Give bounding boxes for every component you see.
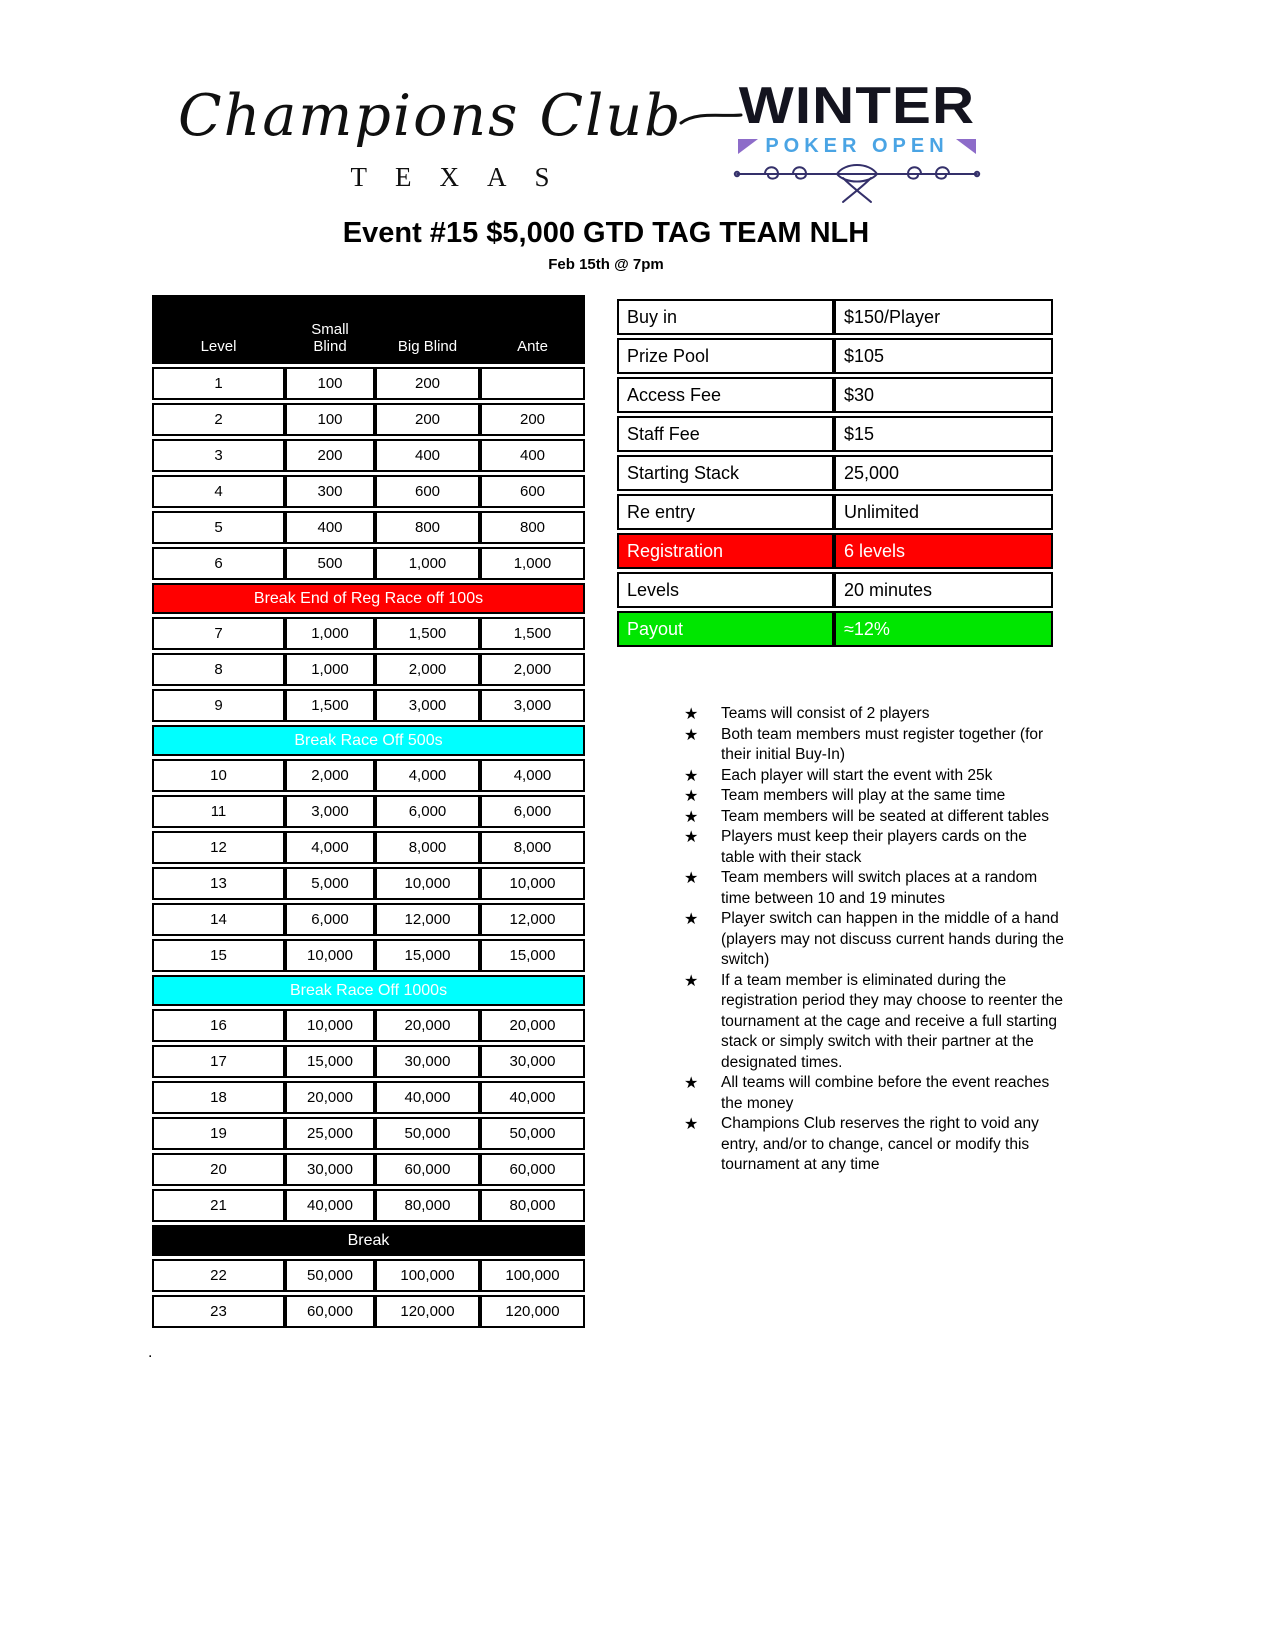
info-label: Re entry [617,494,834,530]
big-blind-cell: 3,000 [375,689,480,722]
event-title: Event #15 $5,000 GTD TAG TEAM NLH [342,217,870,249]
level-row [152,403,585,436]
info-label: Buy in [617,299,834,335]
level-row [152,1153,585,1186]
champions-club-script-row [178,84,722,150]
small-blind-cell: 1,000 [285,653,375,686]
rule-text: If a team member is eliminated during the registration period they may choose to reenter the tournament at the cage and receive a full starting stack or simply switch with their partner at the designated times. [721,971,1064,1071]
level-cell: 5 [152,511,285,544]
info-value: 20 minutes [834,572,1053,608]
ante-cell: 200 [480,403,585,436]
ante-cell [480,367,585,400]
star-bullet-icon: ★ [684,765,699,785]
info-value: 6 levels [834,533,1053,569]
ante-cell: 10,000 [480,867,585,900]
big-blind-cell: 40,000 [375,1081,480,1114]
ante-cell: 800 [480,511,585,544]
rule-item [684,1114,1064,1176]
level-cell: 11 [152,795,285,828]
star-bullet-icon: ★ [684,806,699,826]
info-row [617,455,1053,491]
level-row [152,547,585,580]
star-bullet-icon: ★ [684,868,699,887]
small-blind-cell: 10,000 [285,1009,375,1042]
big-blind-cell: 400 [375,439,480,472]
level-cell: 12 [152,831,285,864]
small-blind-cell: 3,000 [285,795,375,828]
small-blind-cell: 400 [285,511,375,544]
small-blind-cell: 10,000 [285,939,375,972]
ante-cell: 6,000 [480,795,585,828]
level-cell: 8 [152,653,285,686]
rule-text: Team members will be seated at different tables [721,807,1049,825]
rule-item [684,868,1064,909]
big-blind-cell: 12,000 [375,903,480,936]
ante-cell: 3,000 [480,689,585,722]
poker-open-row [720,135,994,158]
info-label: Levels [617,572,834,608]
small-blind-cell: 500 [285,547,375,580]
level-cell: 7 [152,617,285,650]
ante-cell: 120,000 [480,1295,585,1328]
level-row [152,653,585,686]
small-blind-cell: 30,000 [285,1153,375,1186]
star-bullet-icon: ★ [684,909,699,928]
rule-item [684,725,1064,766]
rule-text: Both team members must register together (for their initial Buy-In) [721,725,1044,763]
small-blind-cell: 40,000 [285,1189,375,1222]
ante-cell: 20,000 [480,1009,585,1042]
level-row [152,759,585,792]
blinds-col-header: Ante [480,295,585,364]
stray-period-text: . [148,1344,153,1361]
star-bullet-icon: ★ [684,1073,699,1092]
big-blind-cell: 1,000 [375,547,480,580]
ante-cell: 8,000 [480,831,585,864]
info-label: Staff Fee [617,416,834,452]
big-blind-cell: 2,000 [375,653,480,686]
level-cell: 16 [152,1009,285,1042]
info-value: $105 [834,338,1053,374]
level-row [152,1259,585,1292]
rules-list [684,704,1064,1176]
rule-item [684,807,1064,828]
info-row [617,611,1053,647]
blinds-col-header: Level [152,295,285,364]
level-cell: 2 [152,403,285,436]
small-blind-cell: 60,000 [285,1295,375,1328]
poker-open-text: POKER OPEN [765,135,949,157]
level-cell: 19 [152,1117,285,1150]
info-label: Access Fee [617,377,834,413]
level-cell: 3 [152,439,285,472]
info-row [617,572,1053,608]
level-cell: 10 [152,759,285,792]
left-flag-icon [738,139,758,154]
level-cell: 22 [152,1259,285,1292]
level-row [152,1295,585,1328]
big-blind-cell: 10,000 [375,867,480,900]
break-label: Break End of Reg Race off 100s [152,583,585,614]
ante-cell: 40,000 [480,1081,585,1114]
big-blind-cell: 4,000 [375,759,480,792]
big-blind-cell: 200 [375,403,480,436]
info-label: Prize Pool [617,338,834,374]
level-cell: 18 [152,1081,285,1114]
break-label: Break Race Off 1000s [152,975,585,1006]
rule-text: Champions Club reserves the right to void any entry, and/or to change, cancel or modify this tournament at any time [721,1115,1039,1173]
scroll-flourish-icon [731,160,983,206]
ante-cell: 1,500 [480,617,585,650]
level-row [152,1045,585,1078]
level-cell: 14 [152,903,285,936]
break-label: Break [152,1225,585,1256]
ante-cell: 600 [480,475,585,508]
event-datetime: Feb 15th @ 7pm [548,256,664,273]
info-value: 25,000 [834,455,1053,491]
break-row [152,725,585,756]
level-cell: 17 [152,1045,285,1078]
star-bullet-icon: ★ [684,827,699,846]
level-cell: 9 [152,689,285,722]
ante-cell: 400 [480,439,585,472]
rule-text: Each player will start the event with 25k [721,766,993,784]
break-row [152,583,585,614]
small-blind-cell: 25,000 [285,1117,375,1150]
level-row [152,1081,585,1114]
info-row [617,377,1053,413]
level-row [152,439,585,472]
level-row [152,903,585,936]
big-blind-cell: 8,000 [375,831,480,864]
level-cell: 20 [152,1153,285,1186]
rule-item [684,766,1064,787]
rule-text: Players must keep their players cards on the table with their stack [721,828,1027,866]
break-row [152,975,585,1006]
big-blind-cell: 600 [375,475,480,508]
star-bullet-icon: ★ [684,786,699,805]
info-label: Registration [617,533,834,569]
small-blind-cell: 4,000 [285,831,375,864]
level-cell: 1 [152,367,285,400]
winter-poker-open-logo [720,77,994,206]
rule-item [684,1073,1064,1114]
info-value: $15 [834,416,1053,452]
small-blind-cell: 100 [285,367,375,400]
ante-cell: 12,000 [480,903,585,936]
level-row [152,831,585,864]
big-blind-cell: 6,000 [375,795,480,828]
info-row [617,494,1053,530]
big-blind-cell: 30,000 [375,1045,480,1078]
ante-cell: 100,000 [480,1259,585,1292]
small-blind-cell: 100 [285,403,375,436]
level-cell: 13 [152,867,285,900]
small-blind-cell: 6,000 [285,903,375,936]
level-row [152,617,585,650]
star-bullet-icon: ★ [684,1114,699,1133]
level-cell: 21 [152,1189,285,1222]
ante-cell: 2,000 [480,653,585,686]
ante-cell: 30,000 [480,1045,585,1078]
info-row [617,416,1053,452]
level-cell: 4 [152,475,285,508]
info-value: $150/Player [834,299,1053,335]
rule-text: Team members will play at the same time [721,787,1006,804]
star-bullet-icon: ★ [684,724,699,744]
ante-cell: 80,000 [480,1189,585,1222]
ante-cell: 50,000 [480,1117,585,1150]
rule-item [684,786,1064,807]
small-blind-cell: 1,000 [285,617,375,650]
level-row [152,1117,585,1150]
level-row [152,475,585,508]
small-blind-cell: 1,500 [285,689,375,722]
info-value: Unlimited [834,494,1053,530]
ante-cell: 4,000 [480,759,585,792]
right-flag-icon [956,139,976,154]
big-blind-cell: 200 [375,367,480,400]
rule-text: Teams will consist of 2 players [721,705,930,722]
info-label: Starting Stack [617,455,834,491]
level-row [152,1009,585,1042]
info-row [617,533,1053,569]
level-row [152,939,585,972]
champions-club-script-text: Champions Club [178,83,683,149]
big-blind-cell: 50,000 [375,1117,480,1150]
rule-text: Player switch can happen in the middle of a hand (players may not discuss current hands during the switch) [721,910,1064,968]
blind-structure-table [152,292,585,1331]
big-blind-cell: 800 [375,511,480,544]
ante-cell: 1,000 [480,547,585,580]
small-blind-cell: 15,000 [285,1045,375,1078]
level-row [152,795,585,828]
info-row [617,299,1053,335]
ante-cell: 15,000 [480,939,585,972]
ante-cell: 60,000 [480,1153,585,1186]
break-label: Break Race Off 500s [152,725,585,756]
small-blind-cell: 2,000 [285,759,375,792]
blinds-col-header: Small Blind [285,295,375,364]
rule-item [684,909,1064,971]
champions-club-logo [178,84,722,193]
star-bullet-icon: ★ [684,970,699,990]
break-row [152,1225,585,1256]
level-cell: 15 [152,939,285,972]
big-blind-cell: 1,500 [375,617,480,650]
star-bullet-icon: ★ [684,704,699,723]
level-cell: 6 [152,547,285,580]
small-blind-cell: 5,000 [285,867,375,900]
big-blind-cell: 15,000 [375,939,480,972]
small-blind-cell: 200 [285,439,375,472]
rule-item [684,971,1064,1074]
info-row [617,338,1053,374]
big-blind-cell: 80,000 [375,1189,480,1222]
level-row [152,511,585,544]
info-label: Payout [617,611,834,647]
rule-item [684,704,1064,725]
big-blind-cell: 20,000 [375,1009,480,1042]
big-blind-cell: 100,000 [375,1259,480,1292]
rule-item [684,827,1064,868]
small-blind-cell: 50,000 [285,1259,375,1292]
level-cell: 23 [152,1295,285,1328]
info-value: $30 [834,377,1053,413]
small-blind-cell: 20,000 [285,1081,375,1114]
tournament-info-table [617,296,1053,650]
rule-text: Team members will switch places at a random time between 10 and 19 minutes [721,869,1038,907]
big-blind-cell: 120,000 [375,1295,480,1328]
level-row [152,367,585,400]
winter-logo-word: WINTER [738,77,976,135]
level-row [152,1189,585,1222]
champions-club-texas-text: TEXAS [350,161,578,192]
info-value: ≈12% [834,611,1053,647]
blinds-header-row [152,295,585,364]
blinds-col-header: Big Blind [375,295,480,364]
level-row [152,689,585,722]
level-row [152,867,585,900]
rule-text: All teams will combine before the event reaches the money [721,1074,1050,1112]
small-blind-cell: 300 [285,475,375,508]
big-blind-cell: 60,000 [375,1153,480,1186]
